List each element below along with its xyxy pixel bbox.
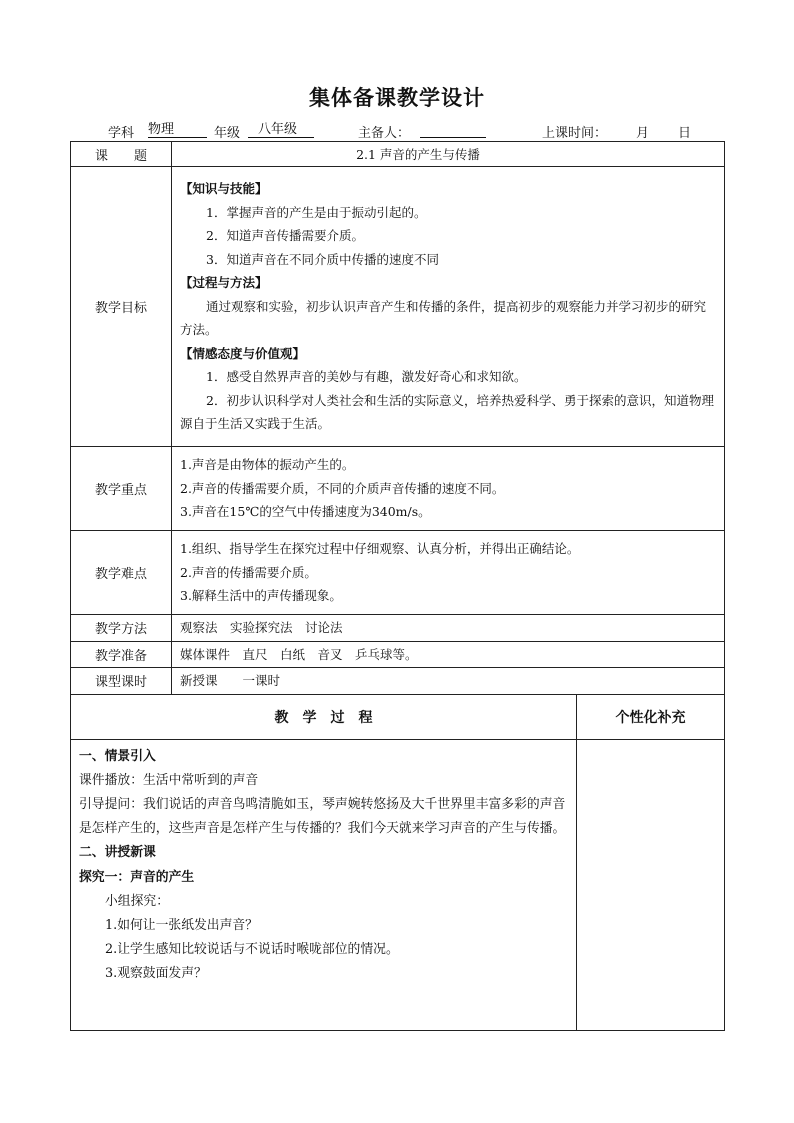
methods-row [71, 615, 725, 642]
key-points-content [172, 447, 725, 531]
attitude-item: 1．感受自然界声音的美妙与有趣，激发好奇心和求知欲。 [206, 369, 527, 385]
inquiry-question: 1.如何让一张纸发出声音？ [105, 917, 258, 933]
document-title: 集体备课教学设计 [309, 86, 485, 110]
topic-row [71, 142, 725, 167]
inquiry-question: 2.让学生感知比较说话与不说话时喉咙部位的情况。 [105, 942, 399, 958]
difficulties-content [172, 531, 725, 615]
preparation-row [71, 641, 725, 668]
difficulty-item: 2.声音的传播需要介质。 [180, 564, 317, 580]
objectives-content [172, 167, 725, 447]
knowledge-item: 1．掌握声音的产生是由于振动引起的。 [206, 204, 427, 220]
preparation-value: 媒体课件 直尺 白纸 音叉 乒乓球等。 [172, 641, 725, 668]
grade-label: 年级 [214, 126, 241, 141]
difficulty-item: 3.解释生活中的声传播现象。 [180, 588, 342, 604]
knowledge-item: 2．知道声音传播需要介质。 [206, 228, 364, 244]
topic-label: 课 题 [71, 142, 172, 167]
difficulties-row [71, 531, 725, 615]
knowledge-heading: 【知识与技能】 [180, 181, 268, 197]
info-line [80, 122, 720, 140]
supplement-cell [577, 739, 725, 1030]
process-content [71, 739, 577, 1030]
attitude-item: 2．初步认识科学对人类社会和生活的实际意义，培养热爱科学、勇于探索的意识，知道物理源自于生活又实践于生活。 [180, 392, 714, 432]
section-intro-title: 一、情景引入 [79, 748, 156, 764]
lesson-plan-table [70, 141, 725, 1031]
supplement-header: 个性化补充 [577, 694, 725, 739]
process-line: 课件播放：生活中常听到的声音 [79, 772, 259, 788]
key-point-item: 3.声音在15℃的空气中传播速度为340m/s。 [180, 504, 431, 520]
lesson-type-value: 新授课 一课时 [172, 668, 725, 695]
process-header-row [71, 694, 725, 739]
subject-text: 物理 [148, 122, 175, 137]
key-point-item: 1.声音是由物体的振动产生的。 [180, 457, 355, 473]
methods-label: 教学方法 [71, 615, 172, 642]
process-item: 通过观察和实验，初步认识声音产生和传播的条件，提高初步的观察能力并学习初步的研究方法。 [180, 298, 707, 338]
grade-value [248, 122, 314, 138]
process-line: 引导提问：我们说话的声音鸟鸣清脆如玉，琴声婉转悠扬及大千世界里丰富多彩的声音是怎样产生的，这些声音是怎样产生与传播的？我们今天就来学习声音的产生与传播。 [79, 796, 566, 837]
inquiry-title: 探究一：声音的产生 [79, 869, 195, 885]
section-teaching-title: 二、讲授新课 [79, 845, 156, 861]
difficulties-label: 教学难点 [71, 531, 172, 615]
attitude-heading: 【情感态度与价值观】 [180, 345, 306, 361]
month-label: 月 [636, 126, 650, 141]
process-header: 教 学 过 程 [71, 694, 577, 739]
key-point-item: 2.声音的传播需要介质，不同的介质声音传播的速度不同。 [180, 480, 505, 496]
topic-value: 2.1 声音的产生与传播 [172, 142, 725, 167]
time-label: 上课时间： [542, 126, 608, 141]
process-row [71, 739, 725, 1030]
lesson-type-row [71, 668, 725, 695]
preparer-label: 主备人： [358, 126, 411, 141]
preparer-value [420, 122, 486, 138]
subject-label: 学科 [108, 126, 135, 141]
day-label: 日 [678, 126, 692, 141]
lesson-type-label: 课型课时 [71, 668, 172, 695]
preparation-label: 教学准备 [71, 641, 172, 668]
key-points-row [71, 447, 725, 531]
objectives-row [71, 167, 725, 447]
key-points-label: 教学重点 [71, 447, 172, 531]
methods-value: 观察法 实验探究法 讨论法 [172, 615, 725, 642]
grade-text: 八年级 [258, 122, 298, 137]
difficulty-item: 1.组织、指导学生在探究过程中仔细观察、认真分析，并得出正确结论。 [180, 541, 580, 557]
inquiry-question: 3.观察鼓面发声？ [105, 966, 207, 982]
knowledge-item: 3．知道声音在不同介质中传播的速度不同 [206, 251, 439, 267]
subject-value [148, 122, 207, 138]
process-line: 小组探究： [105, 893, 169, 909]
process-heading: 【过程与方法】 [180, 275, 268, 291]
objectives-label: 教学目标 [71, 167, 172, 447]
